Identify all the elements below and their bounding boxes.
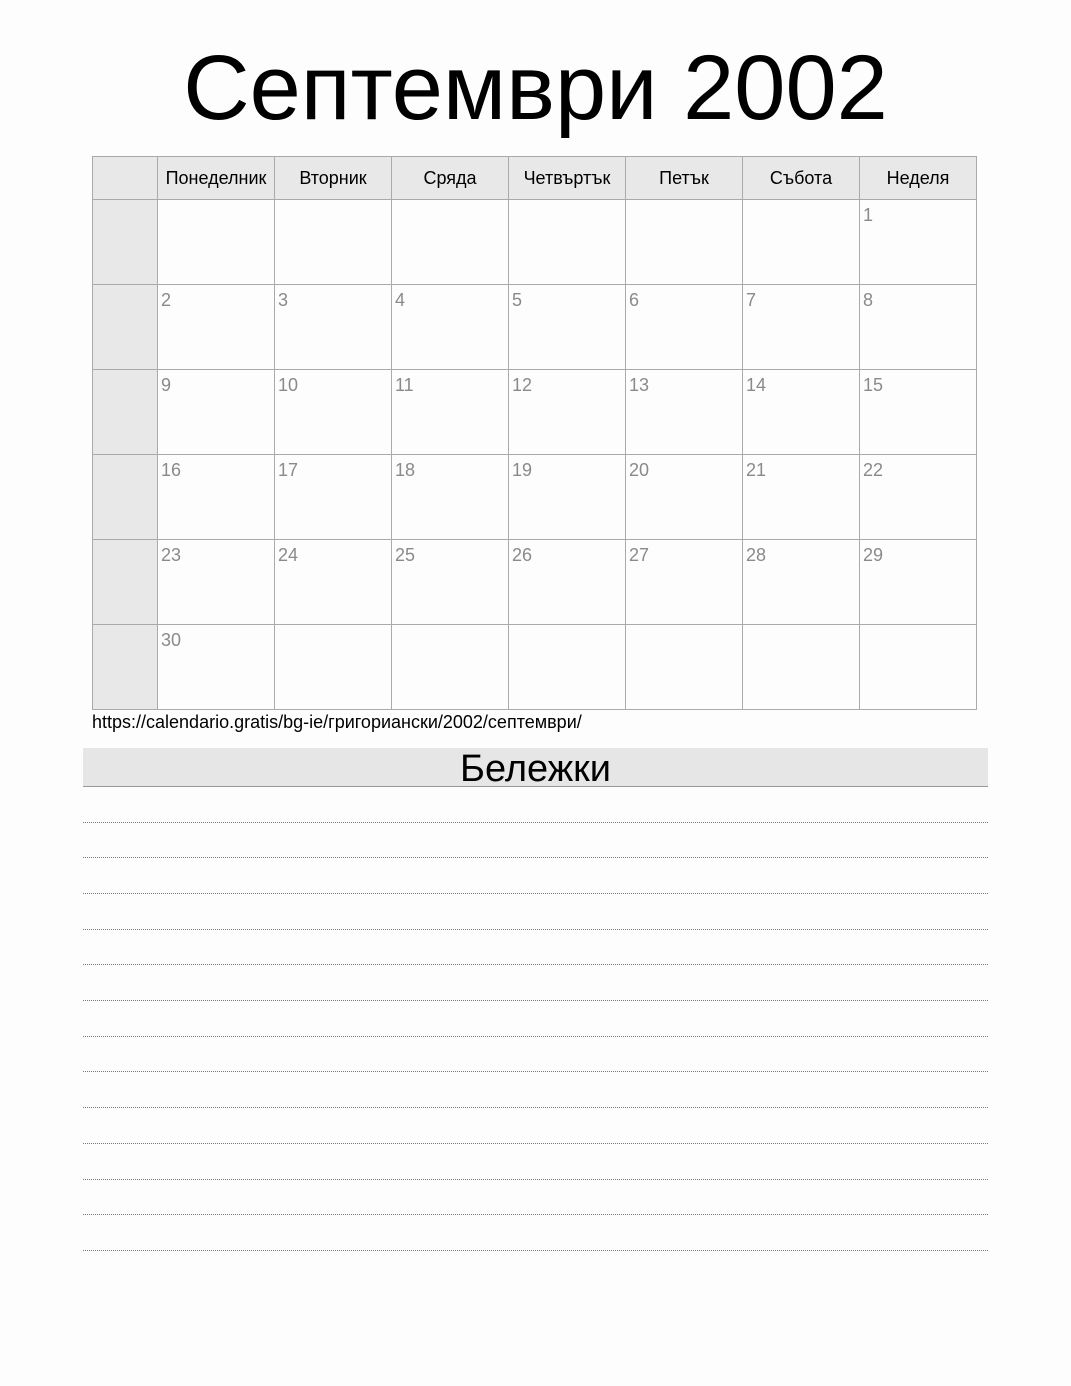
day-cell xyxy=(743,455,860,540)
day-number: 18 xyxy=(395,460,416,480)
day-number xyxy=(392,200,508,205)
day-number: 24 xyxy=(278,545,299,565)
week-number-header xyxy=(93,157,158,200)
weekday-header: Неделя xyxy=(860,157,977,200)
day-number: 19 xyxy=(512,460,533,480)
day-cell xyxy=(275,625,392,710)
week-number-cell xyxy=(93,200,158,285)
note-line xyxy=(83,1250,988,1251)
day-cell xyxy=(626,540,743,625)
day-cell xyxy=(860,625,977,710)
day-cell xyxy=(158,285,275,370)
day-cell xyxy=(626,455,743,540)
day-number: 9 xyxy=(161,375,172,395)
week-row xyxy=(93,625,977,710)
day-cell xyxy=(275,285,392,370)
note-line xyxy=(83,1143,988,1144)
day-number: 14 xyxy=(746,375,767,395)
day-cell xyxy=(392,625,509,710)
day-cell xyxy=(860,455,977,540)
day-number: 20 xyxy=(629,460,650,480)
day-cell xyxy=(743,625,860,710)
note-line xyxy=(83,1071,988,1072)
day-number: 26 xyxy=(512,545,533,565)
day-cell xyxy=(626,285,743,370)
day-number: 4 xyxy=(395,290,406,310)
day-number: 15 xyxy=(863,375,884,395)
day-cell xyxy=(743,540,860,625)
day-cell xyxy=(275,370,392,455)
week-row xyxy=(93,200,977,285)
day-number: 1 xyxy=(863,205,874,225)
day-cell xyxy=(158,370,275,455)
note-line xyxy=(83,857,988,858)
day-number xyxy=(626,200,742,205)
note-line xyxy=(83,1107,988,1108)
day-number: 27 xyxy=(629,545,650,565)
day-cell xyxy=(158,200,275,285)
day-number: 5 xyxy=(512,290,523,310)
day-number xyxy=(509,625,625,630)
day-number: 16 xyxy=(161,460,182,480)
week-number-cell xyxy=(93,285,158,370)
day-number: 17 xyxy=(278,460,299,480)
day-cell xyxy=(509,285,626,370)
day-cell xyxy=(509,625,626,710)
day-cell xyxy=(860,285,977,370)
day-number: 22 xyxy=(863,460,884,480)
day-number: 25 xyxy=(395,545,416,565)
note-line xyxy=(83,893,988,894)
day-number xyxy=(392,625,508,630)
day-number: 6 xyxy=(629,290,640,310)
week-row xyxy=(93,455,977,540)
calendar-grid xyxy=(92,156,977,710)
day-number: 3 xyxy=(278,290,289,310)
weekday-header: Четвъртък xyxy=(509,157,626,200)
day-number: 7 xyxy=(746,290,757,310)
day-number: 2 xyxy=(161,290,172,310)
day-cell xyxy=(392,200,509,285)
day-number: 11 xyxy=(395,375,414,395)
day-number: 23 xyxy=(161,545,182,565)
note-line xyxy=(83,822,988,823)
day-number xyxy=(626,625,742,630)
day-cell xyxy=(743,200,860,285)
day-number xyxy=(275,200,391,205)
weekday-header: Събота xyxy=(743,157,860,200)
weekday-header: Вторник xyxy=(275,157,392,200)
page-title: Септември 2002 xyxy=(183,37,888,139)
day-number: 29 xyxy=(863,545,884,565)
week-number-cell xyxy=(93,370,158,455)
day-cell xyxy=(392,285,509,370)
week-row xyxy=(93,370,977,455)
day-cell xyxy=(392,370,509,455)
weekday-header: Понеделник xyxy=(158,157,275,200)
day-cell xyxy=(392,540,509,625)
day-cell xyxy=(509,540,626,625)
note-line xyxy=(83,1036,988,1037)
day-cell xyxy=(626,625,743,710)
day-number: 10 xyxy=(278,375,299,395)
day-number xyxy=(743,200,859,205)
day-cell xyxy=(275,200,392,285)
week-row xyxy=(93,540,977,625)
day-number xyxy=(743,625,859,630)
day-number: 12 xyxy=(512,375,533,395)
day-number xyxy=(509,200,625,205)
weekday-header: Петък xyxy=(626,157,743,200)
day-cell xyxy=(743,370,860,455)
note-line xyxy=(83,929,988,930)
day-number: 21 xyxy=(746,460,767,480)
day-cell xyxy=(743,285,860,370)
day-cell xyxy=(509,200,626,285)
week-number-cell xyxy=(93,540,158,625)
day-cell xyxy=(626,370,743,455)
note-line xyxy=(83,1214,988,1215)
day-number: 30 xyxy=(161,630,182,650)
source-url[interactable]: https://calendario.gratis/bg-ie/григориански/2002/септември/ xyxy=(92,712,582,732)
week-number-cell xyxy=(93,625,158,710)
note-line xyxy=(83,964,988,965)
day-cell xyxy=(860,540,977,625)
week-row xyxy=(93,285,977,370)
day-cell xyxy=(626,200,743,285)
day-cell xyxy=(392,455,509,540)
day-number: 13 xyxy=(629,375,650,395)
day-cell xyxy=(275,540,392,625)
day-cell xyxy=(158,625,275,710)
day-cell xyxy=(158,455,275,540)
day-cell xyxy=(860,200,977,285)
day-number xyxy=(860,625,976,630)
day-number: 8 xyxy=(863,290,874,310)
weekday-header-row xyxy=(93,157,977,200)
day-cell xyxy=(860,370,977,455)
weekday-header: Сряда xyxy=(392,157,509,200)
day-number xyxy=(275,625,391,630)
day-number: 28 xyxy=(746,545,767,565)
note-line xyxy=(83,1179,988,1180)
day-cell xyxy=(509,370,626,455)
day-cell xyxy=(158,540,275,625)
notes-header: Бележки xyxy=(83,748,988,787)
day-cell xyxy=(509,455,626,540)
day-cell xyxy=(275,455,392,540)
week-number-cell xyxy=(93,455,158,540)
day-number xyxy=(158,200,274,205)
note-line xyxy=(83,1000,988,1001)
